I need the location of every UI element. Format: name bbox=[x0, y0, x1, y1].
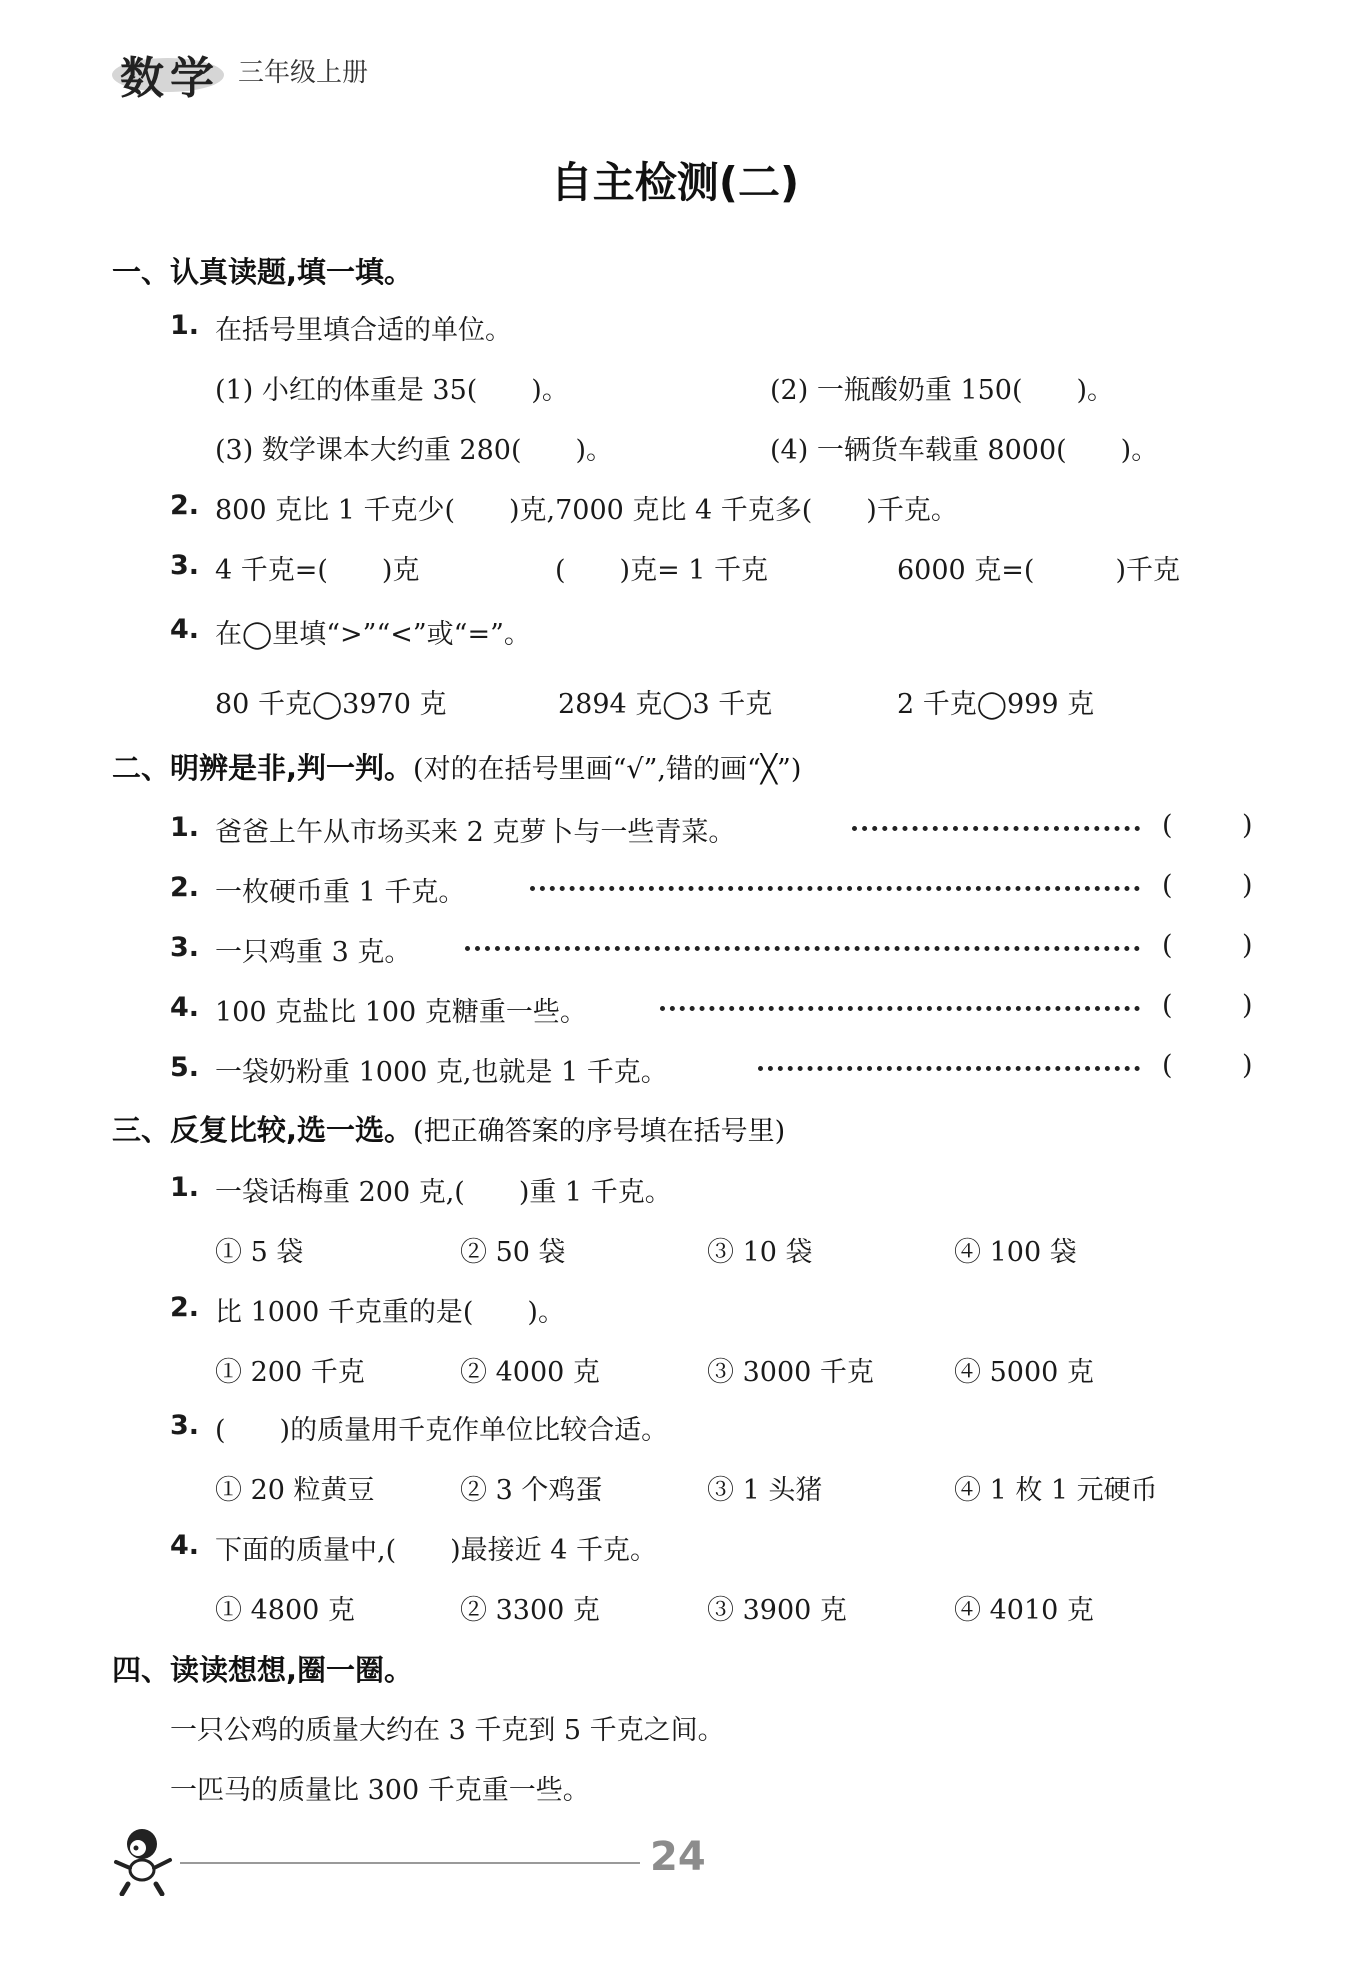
subject-label: 数学 bbox=[120, 53, 220, 104]
s2-item-4-bracket-right: ) bbox=[1242, 990, 1253, 1021]
s3-q4-option-2: ② 3300 克 bbox=[460, 1595, 600, 1626]
s2-item-2-bracket-left: ( bbox=[1162, 870, 1173, 901]
s3-q1-option-1: ① 5 袋 bbox=[215, 1237, 304, 1268]
s3-q2-number: 2. bbox=[170, 1292, 200, 1323]
s2-item-3-text: 一只鸡重 3 克。 bbox=[215, 937, 412, 968]
s1-q4-b: 2894 克◯3 千克 bbox=[558, 689, 773, 720]
s2-item-3-number: 3. bbox=[170, 932, 200, 963]
s3-q3-option-3: ③ 1 头猪 bbox=[707, 1475, 823, 1506]
section-2-heading bbox=[112, 746, 801, 787]
s3-q1-number: 1. bbox=[170, 1172, 200, 1203]
section-2-title: 二、明辨是非,判一判。 bbox=[112, 751, 414, 785]
footer-rule bbox=[180, 1862, 640, 1864]
s1-q4-c: 2 千克◯999 克 bbox=[897, 689, 1095, 720]
s1-q3-a: 4 千克=( )克 bbox=[215, 555, 420, 586]
s2-item-5-number: 5. bbox=[170, 1052, 200, 1083]
s3-q4-option-1: ① 4800 克 bbox=[215, 1595, 355, 1626]
s1-q4-a: 80 千克◯3970 克 bbox=[215, 689, 447, 720]
s1-q3-c: 6000 克=( )千克 bbox=[897, 555, 1180, 586]
section-3-heading bbox=[112, 1108, 785, 1149]
s2-item-2-text: 一枚硬币重 1 千克。 bbox=[215, 877, 466, 908]
s3-q1-option-3: ③ 10 袋 bbox=[707, 1237, 813, 1268]
s1-q3-number: 3. bbox=[170, 550, 200, 581]
page-title: 自主检测(二) bbox=[550, 158, 800, 207]
section-3-note: (把正确答案的序号填在括号里) bbox=[413, 1116, 786, 1147]
s1-q1-number: 1. bbox=[170, 310, 200, 341]
section-3-title: 三、反复比较,选一选。 bbox=[112, 1113, 414, 1147]
s3-q3-option-2: ② 3 个鸡蛋 bbox=[460, 1475, 603, 1506]
s2-item-3-bracket-left: ( bbox=[1162, 930, 1173, 961]
s2-item-3-leader bbox=[465, 946, 1140, 951]
s3-q2-text: 比 1000 千克重的是( )。 bbox=[215, 1297, 565, 1328]
s2-item-5-leader bbox=[758, 1066, 1140, 1071]
s1-q4-number: 4. bbox=[170, 614, 200, 645]
s3-q2-option-1: ① 200 千克 bbox=[215, 1357, 365, 1388]
s1-q1-c: (3) 数学课本大约重 280( )。 bbox=[215, 435, 614, 466]
s3-q2-option-3: ③ 3000 千克 bbox=[707, 1357, 874, 1388]
mascot-icon bbox=[108, 1824, 180, 1896]
page-number: 24 bbox=[650, 1834, 706, 1880]
s2-item-1-text: 爸爸上午从市场买来 2 克萝卜与一些青菜。 bbox=[215, 817, 736, 848]
s2-item-1-number: 1. bbox=[170, 812, 200, 843]
s3-q2-option-2: ② 4000 克 bbox=[460, 1357, 600, 1388]
s2-item-5-bracket-right: ) bbox=[1242, 1050, 1253, 1081]
s2-item-2-leader bbox=[530, 886, 1140, 891]
s2-item-2-number: 2. bbox=[170, 872, 200, 903]
s4-line-2: 一匹马的质量比 300 千克重一些。 bbox=[170, 1775, 590, 1806]
s1-q1-b: (2) 一瓶酸奶重 150( )。 bbox=[770, 375, 1115, 406]
s3-q4-text: 下面的质量中,( )最接近 4 千克。 bbox=[215, 1535, 657, 1566]
s3-q1-option-4: ④ 100 袋 bbox=[954, 1237, 1077, 1268]
s2-item-5-bracket-left: ( bbox=[1162, 1050, 1173, 1081]
s3-q1-text: 一袋话梅重 200 克,( )重 1 千克。 bbox=[215, 1177, 672, 1208]
s3-q4-option-3: ③ 3900 克 bbox=[707, 1595, 847, 1626]
s1-q4-text: 在◯里填“>”“<”或“=”。 bbox=[215, 619, 531, 650]
section-2-note: (对的在括号里画“√”,错的画“╳”) bbox=[413, 754, 802, 785]
section-4-heading: 四、读读想想,圈一圈。 bbox=[112, 1653, 414, 1687]
s2-item-4-leader bbox=[660, 1006, 1140, 1011]
s2-item-4-number: 4. bbox=[170, 992, 200, 1023]
s1-q3-b: ( )克= 1 千克 bbox=[555, 555, 769, 586]
s2-item-2-bracket-right: ) bbox=[1242, 870, 1253, 901]
s2-item-4-text: 100 克盐比 100 克糖重一些。 bbox=[215, 997, 587, 1028]
s3-q3-text: ( )的质量用千克作单位比较合适。 bbox=[215, 1415, 669, 1446]
grade-label: 三年级上册 bbox=[238, 58, 369, 88]
s1-q1-d: (4) 一辆货车载重 8000( )。 bbox=[770, 435, 1159, 466]
s3-q2-option-4: ④ 5000 克 bbox=[954, 1357, 1094, 1388]
s2-item-4-bracket-left: ( bbox=[1162, 990, 1173, 1021]
s3-q3-number: 3. bbox=[170, 1410, 200, 1441]
s2-item-1-bracket-right: ) bbox=[1242, 810, 1253, 841]
s2-item-1-bracket-left: ( bbox=[1162, 810, 1173, 841]
s4-line-1: 一只公鸡的质量大约在 3 千克到 5 千克之间。 bbox=[170, 1715, 725, 1746]
s3-q4-option-4: ④ 4010 克 bbox=[954, 1595, 1094, 1626]
s3-q1-option-2: ② 50 袋 bbox=[460, 1237, 566, 1268]
s2-item-5-text: 一袋奶粉重 1000 克,也就是 1 千克。 bbox=[215, 1057, 668, 1088]
s3-q3-option-1: ① 20 粒黄豆 bbox=[215, 1475, 375, 1506]
s1-q2-number: 2. bbox=[170, 490, 200, 521]
s3-q4-number: 4. bbox=[170, 1530, 200, 1561]
s3-q3-option-4: ④ 1 枚 1 元硬币 bbox=[954, 1475, 1158, 1506]
section-1-heading: 一、认真读题,填一填。 bbox=[112, 255, 414, 289]
s2-item-3-bracket-right: ) bbox=[1242, 930, 1253, 961]
s1-q1-a: (1) 小红的体重是 35( )。 bbox=[215, 375, 569, 406]
s2-item-1-leader bbox=[852, 826, 1140, 831]
s1-q1-text: 在括号里填合适的单位。 bbox=[215, 315, 512, 346]
s1-q2-text: 800 克比 1 千克少( )克,7000 克比 4 千克多( )千克。 bbox=[215, 495, 958, 526]
